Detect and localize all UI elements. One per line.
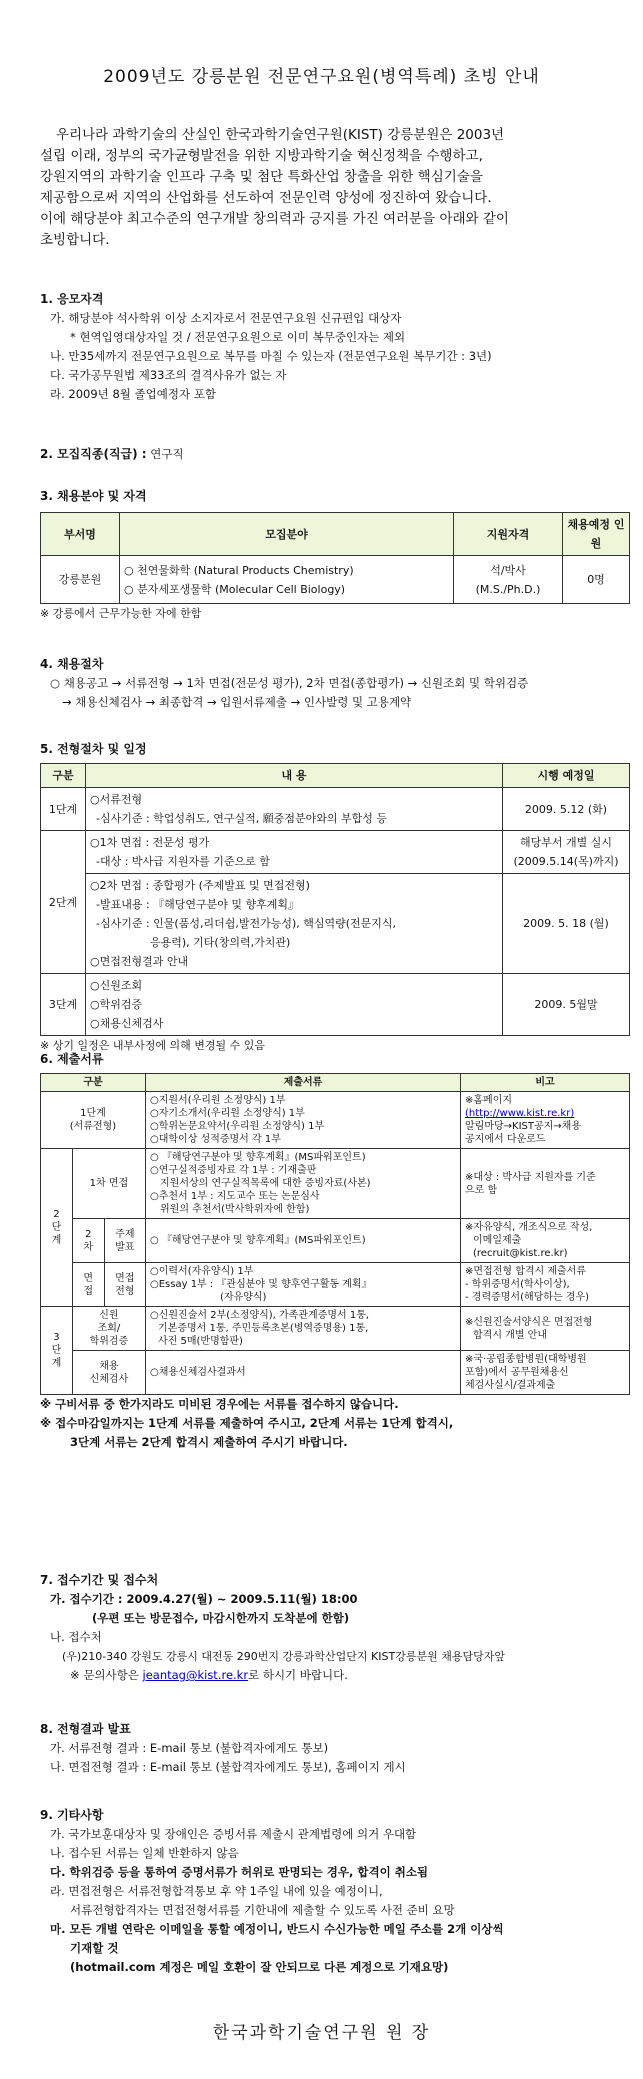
doc-item: ○지원서(우리원 소정양식) 1부: [150, 1095, 286, 1106]
schedule-table: [40, 763, 630, 1036]
doc-sub-cell: [72, 1351, 145, 1395]
table-header: 내 용: [86, 764, 503, 788]
doc-item: ○연구실적증빙자료 각 1부 : 기재출판: [150, 1165, 317, 1176]
doc-stage-line: 1단계: [80, 1108, 106, 1119]
intro-line: 이에 해당분야 최고수준의 연구개발 창의력과 긍지를 가진 여러분을 아래와 같이: [40, 211, 509, 227]
doc-stage-cell: [41, 1307, 73, 1395]
section-line: 나. 만35세까지 전문연구요원으로 복무를 마칠 수 있는자 (전문연구요원 복무기간 : 3년): [50, 349, 492, 363]
section-process: [40, 655, 630, 712]
doc-sub-line: 채용: [99, 1360, 119, 1372]
qual-line: 석/박사: [490, 563, 526, 577]
section-application: [40, 1571, 630, 1685]
doc-list-cell: ○채용신체검사결과서: [146, 1351, 461, 1395]
doc-note-line: 체검사실시/결과제출: [465, 1380, 556, 1391]
table-header: 구분: [41, 1074, 146, 1092]
content-line: ○2차 면접 : 종합평가 (주제발표 및 면접전형): [90, 879, 310, 892]
stage-cell: 2단계: [41, 831, 86, 974]
qual-line: (M.S./Ph.D.): [475, 582, 541, 596]
section-line: 가. 해당분야 석사학위 이상 소지자로서 전문연구요원 신규편입 대상자: [50, 311, 402, 325]
section-recruit-fields: [40, 487, 630, 623]
doc-sub-cell: 1차 면접: [72, 1149, 145, 1219]
doc-note-cell: [461, 1351, 630, 1395]
doc-list-cell: [146, 1092, 461, 1149]
date-cell: 2009. 5.12 (화): [503, 788, 630, 831]
doc-note-cell: [461, 1219, 630, 1263]
section-line: 가. 국가보훈대상자 및 장애인은 증빙서류 제출시 관계법령에 의거 우대함: [50, 1827, 417, 1841]
date-cell: 2009. 5월말: [503, 974, 630, 1036]
doc-item: ○ 『해당연구분야 및 향후계획』(MS파워포인트): [150, 1152, 366, 1163]
content-line: -발표내용 : 『해당연구분야 및 향후계획』: [96, 898, 300, 911]
doc-item: 기본증명서 1통, 주민등록초본(병역증명용) 1통,: [158, 1323, 369, 1334]
doc-note-line: ※자유양식, 개조식으로 작성,: [465, 1222, 593, 1233]
content-line: ○서류전형: [90, 793, 143, 806]
doc-item: (자유양식): [220, 1292, 267, 1303]
period-line: 가. 접수기간 : 2009.4.27(월) ~ 2009.5.11(월) 18:00: [50, 1592, 358, 1606]
doc-stage-char: 단: [51, 1345, 62, 1356]
doc-note-cell: [461, 1092, 630, 1149]
doc-stage-line: (서류전형): [69, 1121, 117, 1132]
doc-stage-char: 2: [53, 1209, 60, 1220]
homepage-link[interactable]: (http://www.kist.re.kr): [465, 1108, 575, 1119]
section-heading: 2. 모집직종(직급) :: [40, 447, 147, 461]
doc-note-cell: [461, 1307, 630, 1351]
place-label: 나. 접수처: [50, 1630, 102, 1644]
section-line: → 채용신체검사 → 최종합격 → 입원서류제출 → 인사발령 및 고용계약: [62, 695, 412, 709]
doc-sub-cell: [72, 1219, 104, 1263]
doc-note-line: ※홈페이지: [465, 1095, 513, 1106]
doc-stage-char: 계: [51, 1358, 62, 1369]
intro-line: 강원지역의 과학기술 인프라 구축 및 첨단 특화산업 창출을 위한 핵심기술을: [40, 169, 483, 185]
section-line: 다. 학위검증 등을 통하여 증명서류가 허위로 판명되는 경우, 합격이 취소됨: [50, 1865, 429, 1879]
period-note: (우편 또는 방문접수, 마감시한까지 도착분에 한함): [92, 1611, 350, 1625]
inquiry-suffix: 로 하시기 바랍니다.: [248, 1668, 348, 1682]
closing-signature: 한국과학기술연구원 원 장: [212, 2023, 431, 2043]
stage-cell: 1단계: [41, 788, 86, 831]
section-heading: 4. 채용절차: [40, 657, 104, 671]
section-note: ※ 강릉에서 근무가능한 자에 한함: [40, 607, 202, 620]
table-header: 구분: [41, 764, 86, 788]
content-cell: [86, 831, 503, 874]
doc-note-line: 알림마당→KIST공지→채용: [465, 1121, 582, 1132]
doc-item: 위원의 추천서(박사학위자에 한함): [160, 1204, 310, 1215]
doc-stage-char: 3: [53, 1332, 60, 1343]
doc-list-cell: [146, 1263, 461, 1307]
doc-note-line: 으로 함: [465, 1184, 498, 1196]
section-note: ※ 상기 일정은 내부사정에 의해 변경될 수 있음: [40, 1039, 265, 1052]
section-note: ※ 접수마감일까지는 1단계 서류를 제출하여 주시고, 2단계 서류는 1단계 합격시,: [40, 1416, 454, 1430]
section-line: 가. 서류전형 결과 : E-mail 통보 (불합격자에게도 통보): [50, 1741, 329, 1755]
qual-cell: [454, 556, 563, 604]
fields-cell: [120, 556, 454, 604]
section-line: 나. 접수된 서류는 일체 반환하지 않음: [50, 1846, 239, 1860]
doc-note-line: 이메일제출: [473, 1235, 522, 1246]
content-line: -심사기준 : 인물(품성,리더쉽,발전가능성), 핵심역량(전문지식,: [96, 917, 397, 930]
count-cell: 0명: [563, 556, 630, 604]
table-header: 모집분야: [120, 513, 454, 556]
section-line: 라. 2009년 8월 졸업예정자 포함: [50, 387, 216, 401]
doc-sub-char: 면: [83, 1272, 94, 1284]
section-schedule: [40, 740, 630, 1055]
doc-note-line: ※대상 : 박사급 지원자를 기준: [465, 1171, 596, 1183]
section-documents: [40, 1050, 630, 1452]
section-heading: 6. 제출서류: [40, 1052, 104, 1066]
doc-sub-line: 신체검사: [89, 1373, 129, 1385]
section-line: 기재할 것: [70, 1941, 119, 1955]
date-line: 해당부서 개별 실시: [519, 836, 612, 849]
field-item: ○ 분자세포생물학 (Molecular Cell Biology): [124, 582, 346, 596]
field-item: ○ 천연물화학 (Natural Products Chemistry): [124, 563, 354, 577]
doc-sub-line: 학위검증: [89, 1336, 129, 1347]
section-heading: 9. 기타사항: [40, 1808, 104, 1822]
doc-list-cell: ○ 『해당연구분야 및 향후계획』(MS파워포인트): [146, 1219, 461, 1263]
doc-sub-line: 면접: [115, 1272, 135, 1284]
doc-sub-cell: [104, 1219, 145, 1263]
doc-note-line: ※신원진술서양식은 면접전형: [465, 1316, 593, 1328]
section-note: ※ 구비서류 중 한가지라도 미비된 경우에는 서류를 접수하지 않습니다.: [40, 1397, 399, 1411]
section-line: ○ 채용공고 → 서류전형 → 1차 면접(전문성 평가), 2차 면접(종합평가) → 신원조회 및 학위검증: [50, 676, 529, 690]
section-line: * 현역입영대상자일 것 / 전문연구요원으로 이미 복무중인자는 제외: [70, 330, 406, 344]
table-header: 지원자격: [454, 513, 563, 556]
doc-sub-char: 차: [83, 1241, 94, 1253]
intro-line: 제공함으로써 지역의 산업화를 선도하여 전문인력 양성에 정진하여 왔습니다.: [40, 190, 492, 206]
table-header: 제출서류: [146, 1074, 461, 1092]
inquiry-prefix: ※ 문의사항은: [70, 1668, 143, 1682]
intro-line: 설립 이래, 정부의 국가균형발전을 위한 지방과학기술 혁신정책을 수행하고,: [40, 148, 483, 164]
content-line: ○면접전형결과 안내: [90, 955, 189, 968]
doc-sub-char: 접: [83, 1285, 94, 1297]
doc-stage-char: 계: [51, 1235, 62, 1246]
doc-item: ○학위논문요약서(우리원 소정양식) 1부: [150, 1121, 325, 1132]
doc-item: ○자기소개서(우리원 소정양식) 1부: [150, 1108, 305, 1119]
doc-note-cell: [461, 1149, 630, 1219]
section-note: 3단계 서류는 2단계 합격시 제출하여 주시기 바랍니다.: [70, 1435, 348, 1449]
section-results: [40, 1720, 630, 1777]
section-heading: 3. 채용분야 및 자격: [40, 489, 147, 503]
content-line: -대상 : 박사급 지원자를 기준으로 함: [96, 855, 270, 868]
doc-note-line: ※국·공립종합병원(대학병원: [465, 1354, 587, 1365]
doc-stage-cell: [41, 1149, 73, 1307]
date-cell: 2009. 5. 18 (월): [503, 874, 630, 974]
doc-sub-cell: [72, 1263, 104, 1307]
doc-item: ○추천서 1부 : 지도교수 또는 논문심사: [150, 1191, 320, 1202]
section-line: 마. 모든 개별 연락은 이메일을 통할 예정이니, 반드시 수신가능한 메일 주소를 2개 이상씩: [50, 1922, 504, 1936]
doc-list-cell: [146, 1149, 461, 1219]
content-line: ○1차 면접 : 전문성 평가: [90, 836, 210, 849]
doc-sub-char: 2: [85, 1228, 92, 1240]
section-heading: 7. 접수기간 및 접수처: [40, 1573, 159, 1587]
job-type-value: 연구직: [150, 447, 184, 461]
doc-note-line: - 경력증명서(해당하는 경우): [465, 1292, 590, 1303]
intro-paragraph: [40, 125, 620, 251]
stage-cell: 3단계: [41, 974, 86, 1036]
doc-note-line: - 학위증명서(학사이상),: [465, 1279, 570, 1290]
table-header: 채용예정 인원: [563, 513, 630, 556]
content-cell: [86, 788, 503, 831]
section-line: 나. 면접전형 결과 : E-mail 통보 (불합격자에게도 통보), 홈페이지 게시: [50, 1760, 406, 1774]
section-qualifications: [40, 290, 630, 404]
doc-note-line: 합격시 개별 안내: [473, 1329, 547, 1341]
table-header: 비고: [461, 1074, 630, 1092]
doc-note-cell: [461, 1263, 630, 1307]
section-line: 라. 면접전형은 서류전형합격통보 후 약 1주일 내에 있을 예정이니,: [50, 1884, 383, 1898]
doc-sub-line: 전형: [115, 1285, 135, 1297]
address-line: (우)210-340 강원도 강릉시 대전동 290번지 강릉과학산업단지 KIST강릉분원 채용담당자앞: [62, 1650, 505, 1663]
doc-note-line: 포함)에서 공무원채용신: [465, 1367, 569, 1378]
section-heading: 5. 전형절차 및 일정: [40, 742, 147, 756]
content-line: ○채용신체검사: [90, 1017, 164, 1030]
doc-item: ○대학이상 성적증명서 각 1부: [150, 1134, 281, 1145]
doc-sub-line: 발표: [115, 1241, 135, 1253]
content-cell: [86, 874, 503, 974]
content-line: -심사기준 : 학업성취도, 연구실적, 願중점분야와의 부합성 등: [96, 812, 388, 825]
inquiry-email-link[interactable]: jeantag@kist.re.kr: [142, 1668, 249, 1682]
section-line: 서류전형합격자는 면접전형서류를 기한내에 제출할 수 있도록 사전 준비 요망: [70, 1903, 455, 1917]
doc-sub-cell: [72, 1307, 145, 1351]
doc-sub-line: 주제: [115, 1228, 135, 1240]
section-misc: [40, 1806, 630, 1977]
section-heading: 1. 응모자격: [40, 292, 104, 306]
section-line: 다. 국가공무원법 제33조의 결격사유가 없는 자: [50, 368, 287, 382]
doc-note-line: (recruit@kist.re.kr): [473, 1248, 568, 1259]
doc-sub-line: 조회/: [97, 1323, 121, 1334]
doc-list-cell: [146, 1307, 461, 1351]
doc-item: 지원서상의 연구실적목록에 대한 증빙자료(사본): [160, 1178, 371, 1189]
doc-stage-cell: [41, 1092, 146, 1149]
dept-cell: 강릉분원: [41, 556, 120, 604]
intro-line: 초빙합니다.: [40, 232, 110, 248]
section-heading: 8. 전형결과 발표: [40, 1722, 131, 1736]
doc-sub-cell: [104, 1263, 145, 1307]
doc-sub-line: 신원: [99, 1310, 119, 1321]
date-cell: [503, 831, 630, 874]
doc-stage-char: 단: [51, 1222, 62, 1233]
doc-item: ○신원진술서 2부(소정양식), 가족관계증명서 1통,: [150, 1310, 370, 1321]
documents-table: [40, 1073, 630, 1395]
page-title: 2009년도 강릉분원 전문연구요원(병역특례) 초빙 안내: [103, 67, 540, 87]
content-line: 응용력), 기타(창의력,가치관): [150, 936, 291, 949]
doc-item: ○Essay 1부 : 『관심분야 및 향후연구활동 계획』: [150, 1279, 372, 1290]
intro-line: 우리나라 과학기술의 산실인 한국과학기술연구원(KIST) 강릉분원은 2003년: [56, 127, 505, 143]
date-line: (2009.5.14(목)까지): [513, 855, 619, 868]
section-line: (hotmail.com 계정은 메일 호환이 잘 안되므로 다른 계정으로 기재요망): [70, 1960, 449, 1974]
content-cell: [86, 974, 503, 1036]
doc-item: ○이력서(자유양식) 1부: [150, 1266, 254, 1277]
doc-note-line: 공지에서 다운로드: [465, 1134, 546, 1145]
content-line: ○학위검증: [90, 998, 143, 1011]
doc-note-line: ※면접전형 합격시 제출서류: [465, 1266, 586, 1277]
section-job-type: [40, 445, 630, 464]
table-header: 시행 예정일: [503, 764, 630, 788]
table-header: 부서명: [41, 513, 120, 556]
recruit-fields-table: [40, 512, 630, 604]
content-line: ○신원조회: [90, 979, 143, 992]
doc-item: 사진 5매(반명함판): [158, 1336, 243, 1347]
